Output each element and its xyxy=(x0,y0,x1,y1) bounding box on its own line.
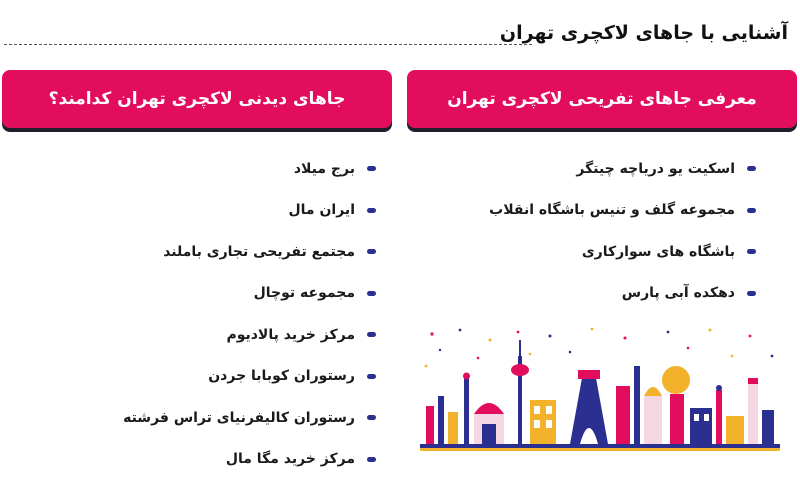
title-dashed-divider xyxy=(4,44,532,45)
list-item xyxy=(46,148,376,190)
list-item xyxy=(46,439,376,481)
tehran-skyline-illustration xyxy=(420,326,780,454)
bullet-icon xyxy=(747,291,756,296)
list-item-label: مجتمع تفریحی تجاری باملند xyxy=(163,243,355,260)
confetti-dots xyxy=(425,328,774,368)
bullet-icon xyxy=(747,249,756,254)
bullet-icon xyxy=(367,457,376,462)
bullet-icon xyxy=(367,415,376,420)
list-item-label: مرکز خرید مگا مال xyxy=(225,451,355,468)
list-item-label: مجموعه گلف و تنیس باشگاه انقلاب xyxy=(489,202,735,219)
bullet-icon xyxy=(367,374,376,379)
bullet-icon xyxy=(367,291,376,296)
list-item xyxy=(46,273,376,315)
list-item-label: رستوران کوبابا جردن xyxy=(208,368,355,385)
bullet-icon xyxy=(367,332,376,337)
bullet-icon xyxy=(367,166,376,171)
left-card-header xyxy=(2,70,392,128)
bullet-icon xyxy=(367,249,376,254)
list-item-label: دهکده آبی پارس xyxy=(621,285,735,302)
list-item-label: ایران مال xyxy=(288,202,355,219)
left-card-title: جاهای دیدنی لاکچری تهران کدامند؟ xyxy=(48,89,346,109)
bullet-icon xyxy=(747,166,756,171)
list-item-label: رستوران کالیفرنیای تراس فرشته xyxy=(123,409,355,426)
page-title: آشنایی با جاهای لاکچری تهران xyxy=(499,22,788,44)
list-item xyxy=(46,231,376,273)
list-item xyxy=(426,231,756,273)
list-item xyxy=(46,356,376,398)
right-card-header xyxy=(407,70,797,128)
list-item xyxy=(46,397,376,439)
list-item xyxy=(46,314,376,356)
list-item-label: اسکیت یو دریاچه چیتگر xyxy=(576,160,735,177)
list-item-label: برج میلاد xyxy=(293,160,355,177)
right-list xyxy=(426,148,756,314)
list-item-label: مرکز خرید پالادیوم xyxy=(226,326,355,343)
list-item-label: باشگاه های سوارکاری xyxy=(581,243,735,260)
list-item xyxy=(426,273,756,315)
list-item-label: مجموعه توچال xyxy=(253,285,355,302)
list-item xyxy=(426,148,756,190)
left-list xyxy=(46,148,376,480)
list-item xyxy=(46,190,376,232)
list-item xyxy=(426,190,756,232)
bullet-icon xyxy=(367,208,376,213)
bullet-icon xyxy=(747,208,756,213)
right-card-title: معرفی جاهای تفریحی لاکچری تهران xyxy=(447,89,757,109)
